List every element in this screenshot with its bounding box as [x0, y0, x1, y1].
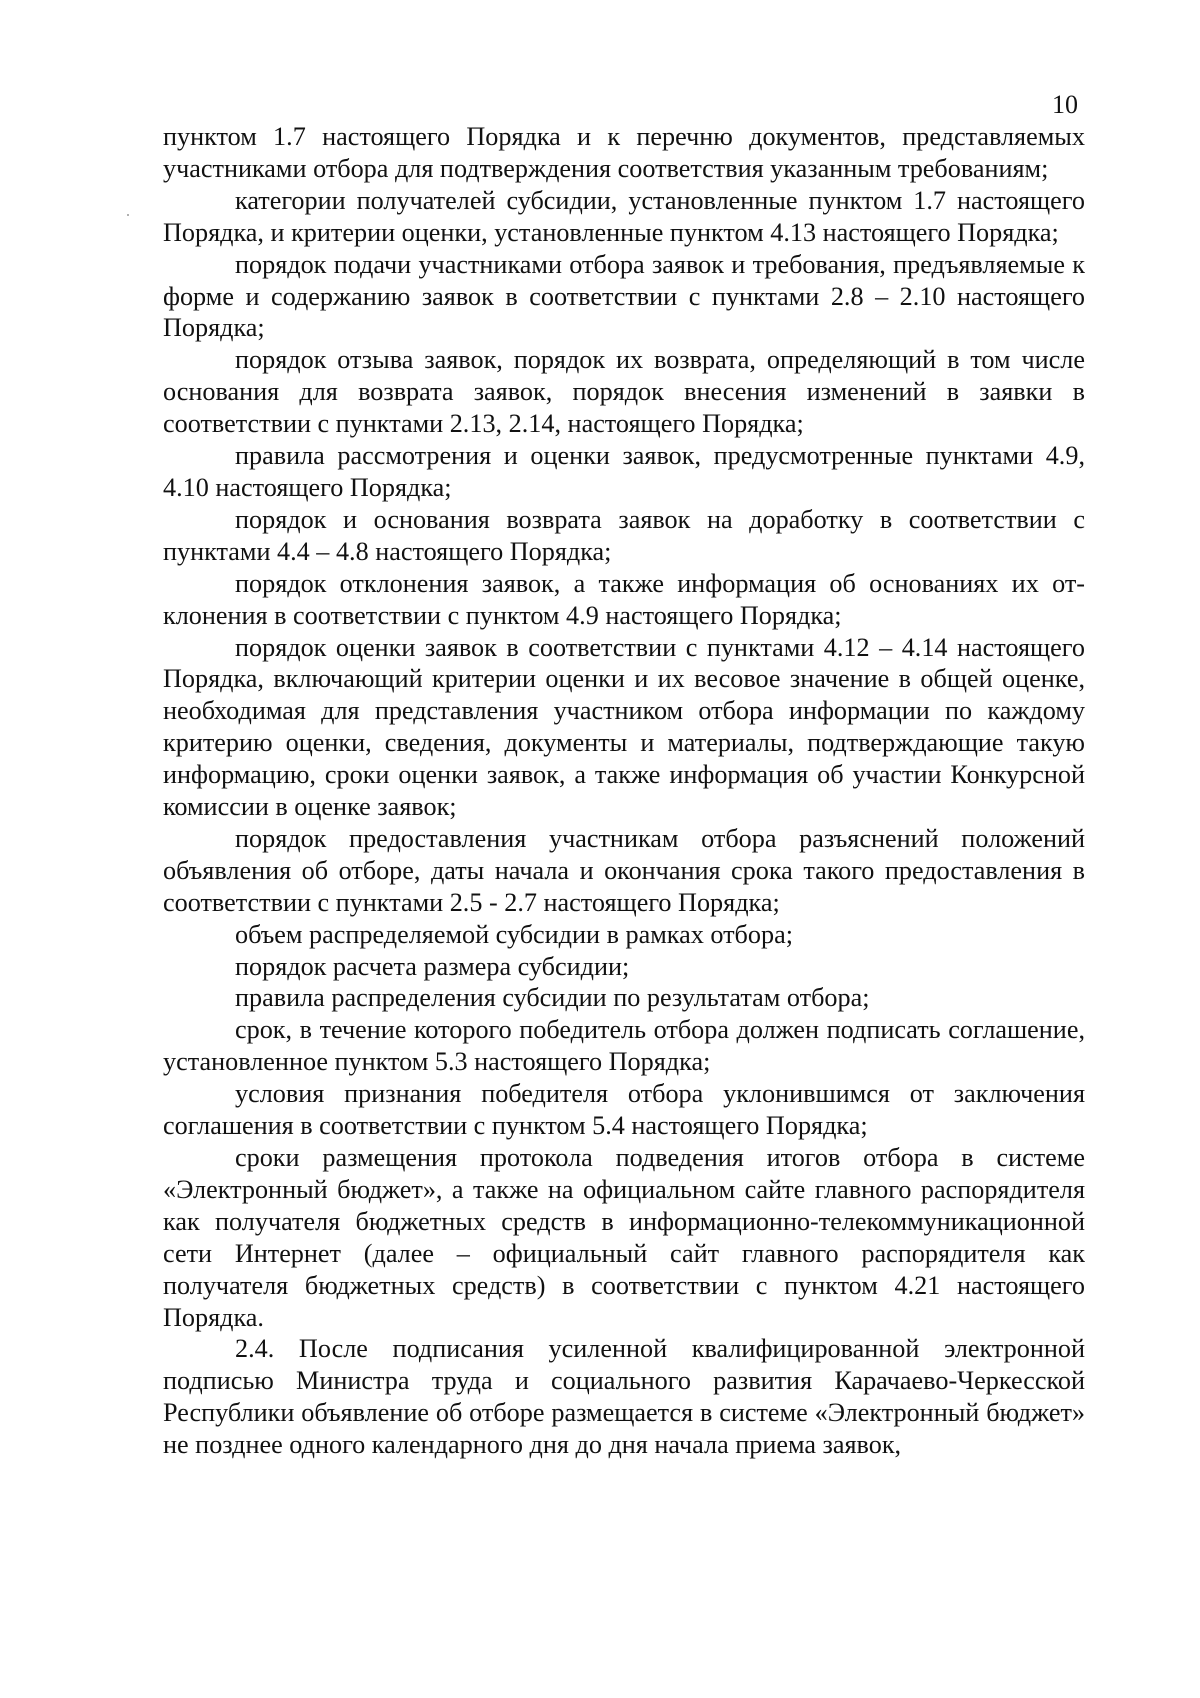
paragraph: категории получателей субсидии, установленные пунктом 1.7 настоящего Порядка, и критерии оценки, установленные пунктом 4.13 настоящего Порядка;	[163, 185, 1085, 247]
page-number: 10	[1052, 90, 1078, 119]
paragraph: порядок отклонения заявок, а также информация об основаниях их отклонения в соответствии с пунктом 4.9 настоящего Порядка;	[163, 568, 1085, 630]
paragraph: объем распределяемой субсидии в рамках отбора;	[235, 919, 793, 949]
paragraph: сроки размещения протокола подведения итогов отбора в системе «Электронный бюджет», а также на официальном сайте главного распорядителя как получателя бюджетных средств в информационно-телекоммуникационной сети Интернет (далее – официальный сайт главного распорядителя как получателя бюджетных средств) в соответствии с пунктом 4.21 настоящего Порядка.	[163, 1143, 1085, 1332]
paragraph: условия признания победителя отбора уклонившимся от заключения соглашения в соответствии с пунктом 5.4 настоящего Порядка;	[163, 1079, 1085, 1141]
paragraph: правила рассмотрения и оценки заявок, предусмотренные пунктами 4.9, 4.10 настоящего Порядка;	[163, 441, 1085, 502]
paragraph: правила распределения субсидии по результатам отбора;	[235, 983, 870, 1013]
paragraph: порядок и основания возврата заявок на доработку в соответствии с пунктами 4.4 – 4.8 настоящего Порядка;	[163, 504, 1085, 566]
paragraph-section-2-4: 2.4. После подписания усиленной квалифицированной электронной подписью Министра труда и социального развития Карачаево-Черкесской Республики объявление об отборе размещается в системе «Электронный бюджет» не позднее одного календарного дня до дня начала приема заявок,	[163, 1334, 1085, 1460]
paragraph: срок, в течение которого победитель отбора должен подписать соглашение, установленное пунктом 5.3 настоящего Порядка;	[163, 1015, 1085, 1077]
document-body	[163, 121, 1085, 1461]
paragraph: порядок предоставления участникам отбора разъяснений положений объявления об отборе, даты начала и окончания срока такого предоставления в соответствии с пунктами 2.5 - 2.7 настоящего Порядка;	[163, 823, 1085, 917]
scan-speck	[127, 214, 129, 216]
paragraph: порядок оценки заявок в соответствии с пунктами 4.12 – 4.14 настоящего Порядка, включающий критерии оценки и их весовое значение в общей оценке, необходимая для представления участником отбора информации по каждому критерию оценки, сведения, документы и материалы, подтверждающие такую информацию, сроки оценки заявок, а также информация об участии Конкурсной комиссии в оценке заявок;	[163, 632, 1085, 822]
paragraph-continuation: пунктом 1.7 настоящего Порядка и к перечню документов, представляемых участниками отбора для подтверждения соответствия указанным требованиям;	[163, 122, 1085, 183]
paragraph: порядок расчета размера субсидии;	[235, 951, 630, 981]
paragraph: порядок отзыва заявок, порядок их возврата, определяющий в том числе основания для возврата заявок, порядок внесения изменений в заявки в соответствии с пунктами 2.13, 2.14, настоящего Порядка;	[163, 345, 1085, 439]
paragraph: порядок подачи участниками отбора заявок и требования, предъявляемые к форме и содержанию заявок в соответствии с пунктами 2.8 – 2.10 настоящего Порядка;	[163, 249, 1085, 343]
